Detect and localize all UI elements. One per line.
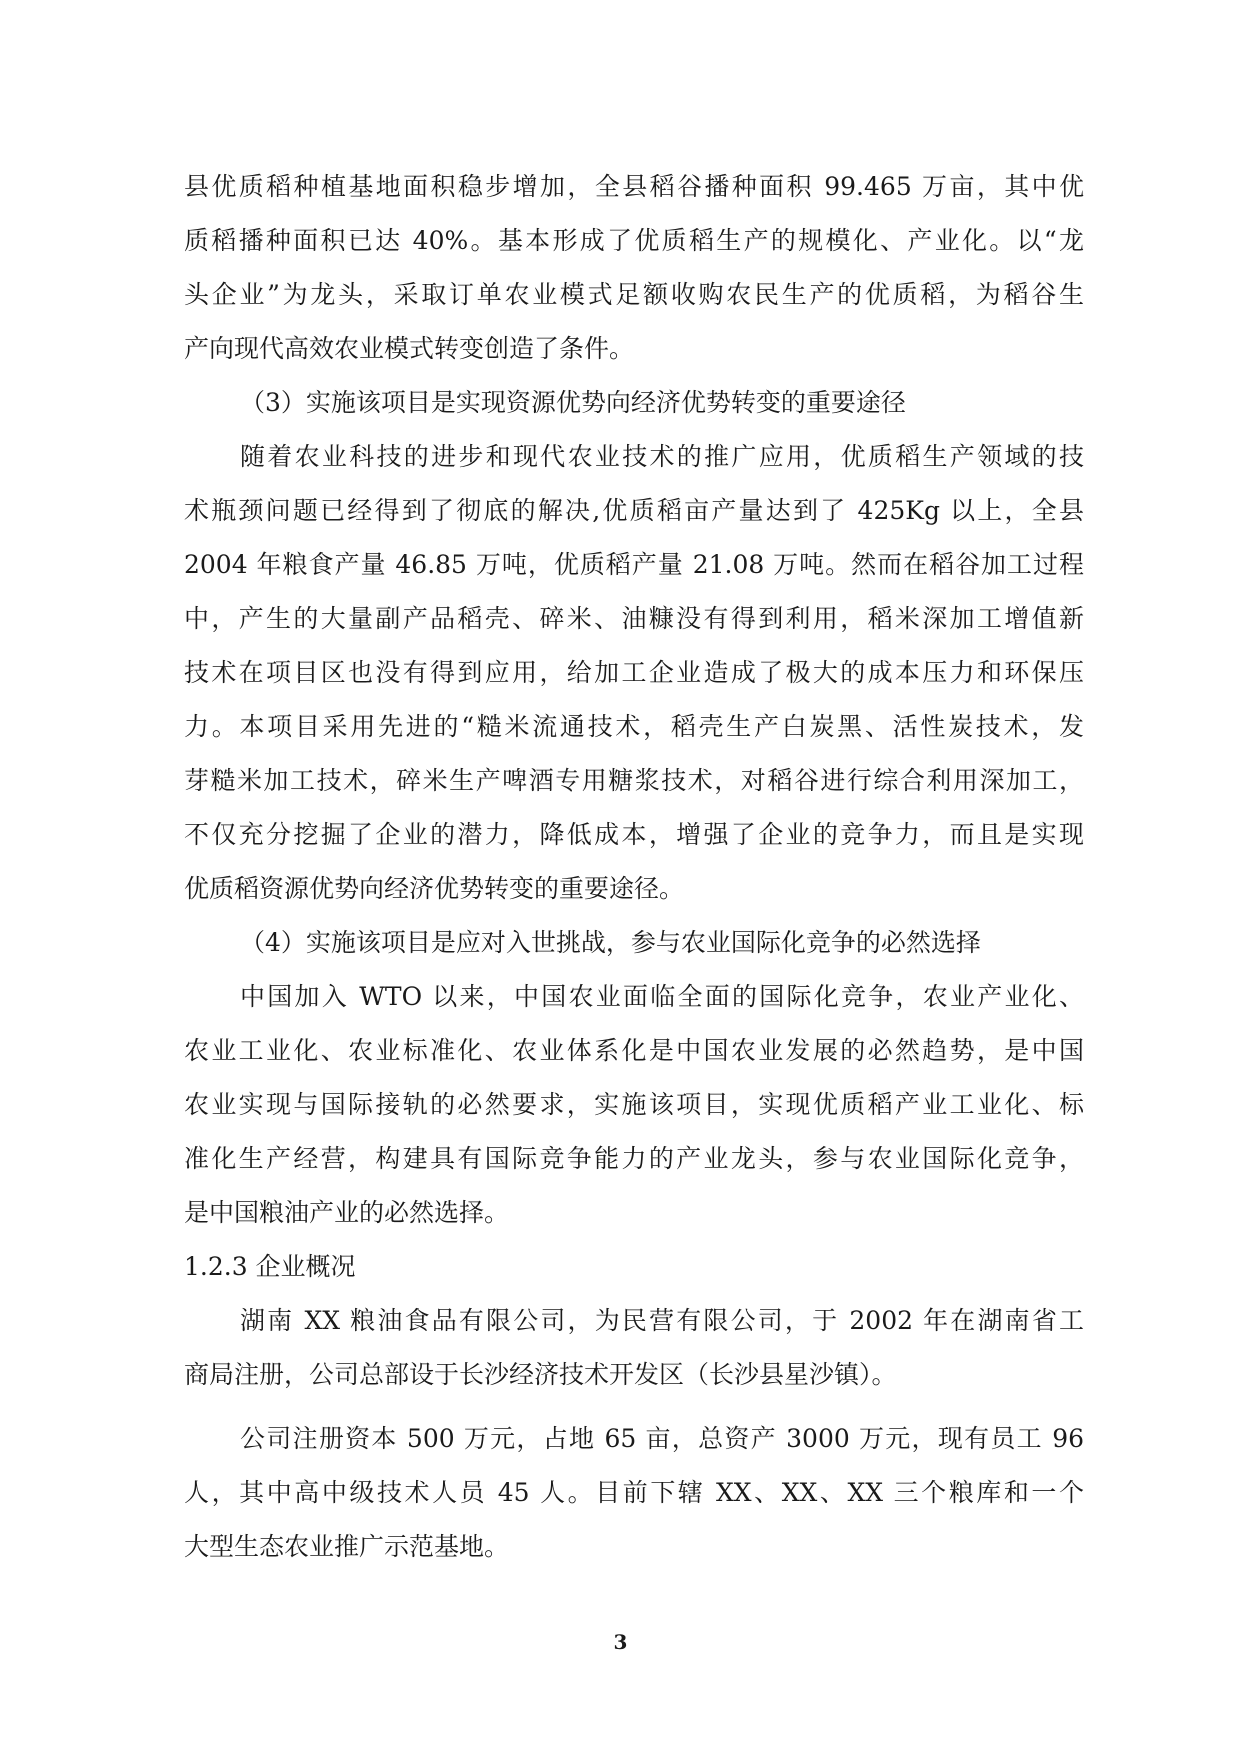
subheading: （3）实施该项目是实现资源优势向经济优势转变的重要途径	[240, 388, 906, 417]
text-line: 中，产生的大量副产品稻壳、碎米、油糠没有得到利用，稻米深加工增值新	[184, 604, 1084, 633]
text-line: 术瓶颈问题已经得到了彻底的解决,优质稻亩产量达到了 425Kg 以上，全县	[184, 496, 1084, 525]
text-line: 2004 年粮食产量 46.85 万吨，优质稻产量 21.08 万吨。然而在稻谷加工过程	[184, 550, 1084, 579]
text-line: 准化生产经营，构建具有国际竞争能力的产业龙头，参与农业国际化竞争，	[184, 1144, 1084, 1173]
text-line: 湖南 XX 粮油食品有限公司，为民营有限公司，于 2002 年在湖南省工	[240, 1306, 1084, 1335]
page-number: 3	[613, 1630, 628, 1654]
text-line: 力。本项目采用先进的“糙米流通技术，稻壳生产白炭黑、活性炭技术，发	[184, 712, 1084, 741]
section-heading: 1.2.3 企业概况	[184, 1252, 356, 1281]
text-line: 农业工业化、农业标准化、农业体系化是中国农业发展的必然趋势，是中国	[184, 1036, 1084, 1065]
subheading: （4）实施该项目是应对入世挑战，参与农业国际化竞争的必然选择	[240, 928, 981, 957]
text-line: 是中国粮油产业的必然选择。	[184, 1198, 510, 1227]
text-line: 人，其中高中级技术人员 45 人。目前下辖 XX、XX、XX 三个粮库和一个	[184, 1478, 1084, 1507]
text-line: 中国加入 WTO 以来，中国农业面临全面的国际化竞争，农业产业化、	[240, 982, 1084, 1011]
text-line: 优质稻资源优势向经济优势转变的重要途径。	[184, 874, 685, 903]
text-line: 农业实现与国际接轨的必然要求，实施该项目，实现优质稻产业工业化、标	[184, 1090, 1084, 1119]
text-line: 头企业”为龙头，采取订单农业模式足额收购农民生产的优质稻，为稻谷生	[184, 280, 1084, 309]
text-line: 县优质稻种植基地面积稳步增加，全县稻谷播种面积 99.465 万亩，其中优	[184, 172, 1084, 201]
text-line: 大型生态农业推广示范基地。	[184, 1532, 510, 1561]
text-line: 不仅充分挖掘了企业的潜力，降低成本，增强了企业的竞争力，而且是实现	[184, 820, 1084, 849]
text-line: 质稻播种面积已达 40%。基本形成了优质稻生产的规模化、产业化。以“龙	[184, 226, 1084, 255]
text-line: 随着农业科技的进步和现代农业技术的推广应用，优质稻生产领域的技	[240, 442, 1084, 471]
text-line: 芽糙米加工技术，碎米生产啤酒专用糖浆技术，对稻谷进行综合利用深加工，	[184, 766, 1084, 795]
text-line: 技术在项目区也没有得到应用，给加工企业造成了极大的成本压力和环保压	[184, 658, 1084, 687]
text-line: 产向现代高效农业模式转变创造了条件。	[184, 334, 635, 363]
text-line: 商局注册，公司总部设于长沙经济技术开发区（长沙县星沙镇）。	[184, 1360, 897, 1389]
text-line: 公司注册资本 500 万元，占地 65 亩，总资产 3000 万元，现有员工 96	[240, 1424, 1084, 1453]
